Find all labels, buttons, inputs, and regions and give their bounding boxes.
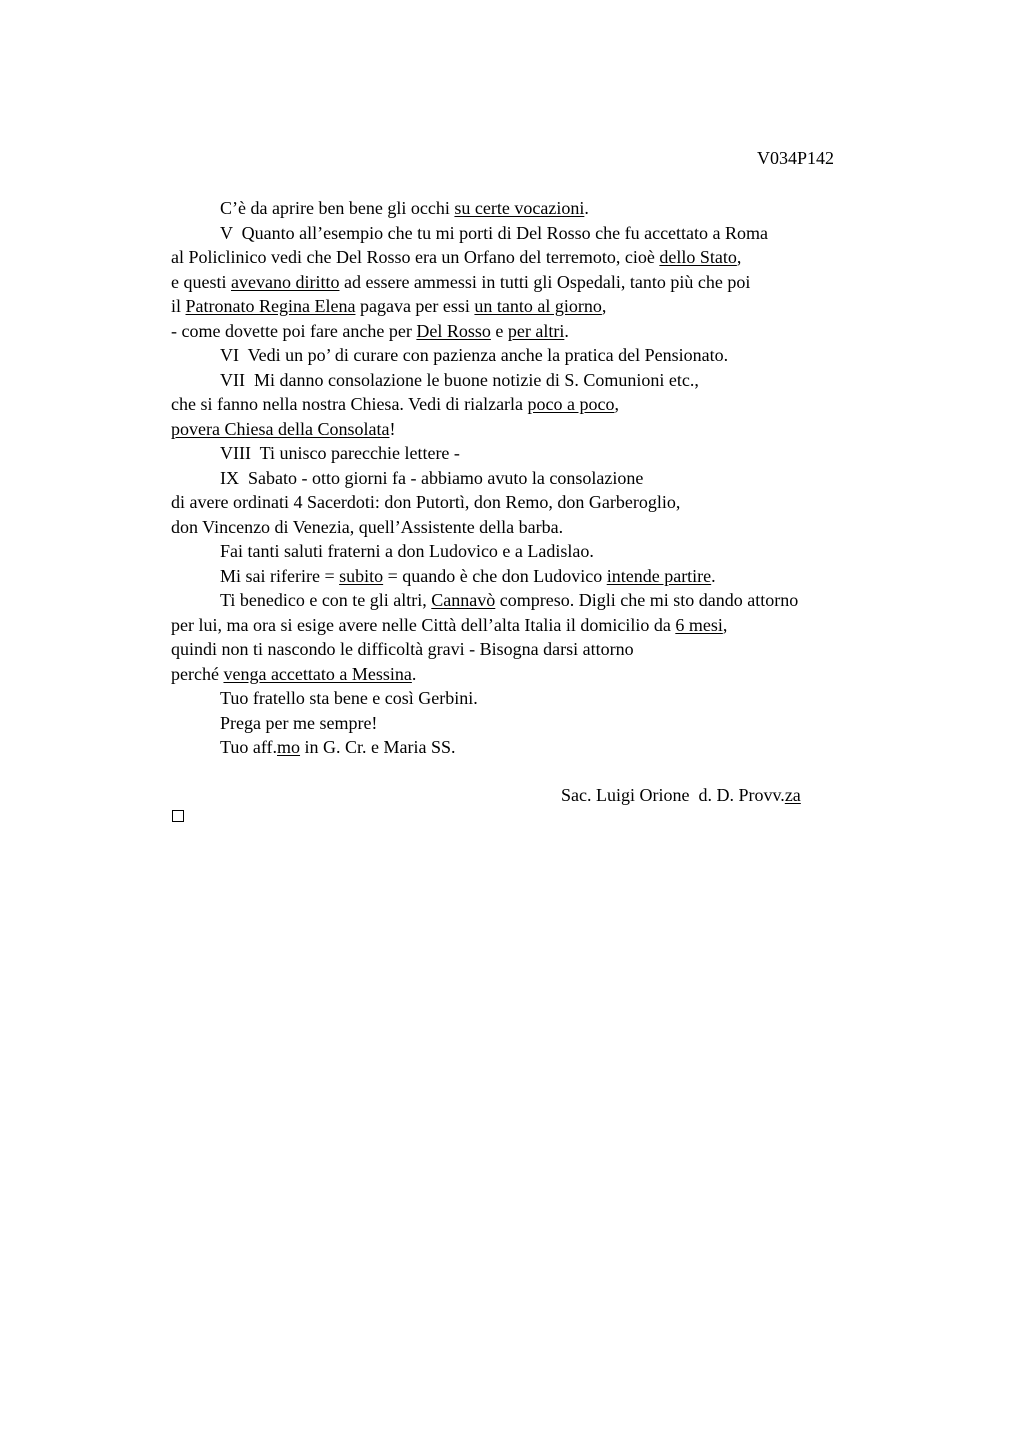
text-line [171, 539, 971, 564]
text-line [171, 564, 971, 589]
text-segment: compreso. Digli che mi sto dando attorno [495, 590, 799, 610]
underlined-text: Del Rosso [416, 320, 491, 341]
underlined-text: Patronato Regina Elena [185, 296, 356, 316]
text-segment: . [564, 320, 569, 341]
text-segment: e questi [171, 271, 231, 292]
text-segment: VIII Ti unisco parecchie lettere - [220, 443, 460, 463]
underlined-text: per altri [507, 320, 565, 341]
text-segment: ! [389, 418, 396, 439]
text-segment: perché [171, 663, 224, 684]
text-segment: IX Sabato - otto giorni fa - abbiamo avuto la consolazione [220, 467, 644, 488]
signature-suffix: za [784, 785, 801, 805]
underlined-text: Cannavò [431, 590, 496, 610]
text-segment: ad essere ammessi in tutti gli Ospedali, tanto più che poi [339, 271, 751, 292]
underlined-text: subito [339, 565, 384, 586]
text-line [171, 490, 971, 515]
text-line [171, 515, 971, 540]
text-segment: VII Mi danno consolazione le buone notizie di S. Comunioni etc., [220, 369, 699, 390]
text-segment: . [584, 198, 589, 218]
text-line [171, 711, 971, 736]
underlined-text: mo [277, 737, 301, 757]
text-segment: don Vincenzo di Venezia, quell’Assistente della barba. [171, 516, 564, 537]
signature-text: Sac. Luigi Orione d. D. Provv. [561, 785, 785, 805]
text-segment: , [722, 614, 728, 635]
text-segment: il [171, 296, 186, 316]
reference-code: V034P142 [757, 148, 835, 168]
text-segment: pagava per essi [355, 296, 475, 316]
text-line [171, 735, 971, 760]
underlined-text: dello Stato [659, 247, 737, 267]
text-segment: Prega per me sempre! [220, 712, 378, 733]
underlined-text: avevano diritto [231, 271, 340, 292]
underlined-text: povera Chiesa della Consolata [171, 418, 390, 439]
text-segment: Ti benedico e con te gli altri, [220, 590, 432, 610]
text-segment: Tuo fratello sta bene e così Gerbini. [220, 688, 478, 708]
text-line [171, 294, 971, 319]
text-line [171, 270, 971, 295]
text-segment: Fai tanti saluti fraterni a don Ludovico e a Ladislao. [220, 541, 594, 561]
text-segment: Mi sai riferire = [220, 565, 340, 586]
text-segment: in G. Cr. e Maria SS. [300, 737, 456, 757]
text-segment: V Quanto all’esempio che tu mi porti di Del Rosso che fu accettato a Roma [220, 222, 769, 243]
text-segment: che si fanno nella nostra Chiesa. Vedi di rialzarla [171, 394, 528, 414]
letter-body [171, 196, 971, 760]
text-line [171, 368, 971, 393]
text-line [171, 637, 971, 662]
text-segment: di avere ordinati 4 Sacerdoti: don Putortì, don Remo, don Garberoglio, [171, 492, 681, 512]
text-line [171, 613, 971, 638]
text-line [171, 392, 971, 417]
text-segment: per lui, ma ora si esige avere nelle Città dell’alta Italia il domicilio da [171, 614, 676, 635]
underlined-text: 6 mesi [675, 614, 723, 635]
underlined-text: venga accettato a Messina [223, 663, 412, 684]
text-line [171, 588, 971, 613]
underlined-text: un tanto al giorno [474, 296, 602, 316]
text-segment: quindi non ti nascondo le difficoltà gravi - Bisogna darsi attorno [171, 639, 634, 659]
text-line [171, 245, 971, 270]
text-segment: . [411, 663, 417, 684]
text-segment: VI Vedi un po’ di curare con pazienza anche la pratica del Pensionato. [220, 345, 729, 365]
text-line [171, 221, 971, 246]
text-line [171, 196, 971, 221]
text-segment: , [614, 394, 620, 414]
text-line [171, 319, 971, 344]
text-segment: C’è da aprire ben bene gli occhi [220, 198, 455, 218]
text-segment: , [601, 296, 607, 316]
underlined-text: su certe vocazioni [454, 198, 585, 218]
text-line [171, 686, 971, 711]
text-line [171, 343, 971, 368]
text-segment: = quando è che don Ludovico [383, 565, 607, 586]
text-segment: al Policlinico vedi che Del Rosso era un Orfano del terremoto, cioè [171, 247, 660, 267]
text-segment: e [490, 320, 508, 341]
underlined-text: intende partire [606, 565, 712, 586]
text-line [171, 466, 971, 491]
end-box-icon [172, 810, 184, 822]
underlined-text: poco a poco [527, 394, 615, 414]
text-segment: Tuo aff. [220, 737, 278, 757]
text-line [171, 417, 971, 442]
text-segment: . [711, 565, 716, 586]
signature [561, 783, 801, 808]
text-segment: , [736, 247, 742, 267]
text-segment: - come dovette poi fare anche per [171, 320, 417, 341]
text-line [171, 662, 971, 687]
text-line [171, 441, 971, 466]
